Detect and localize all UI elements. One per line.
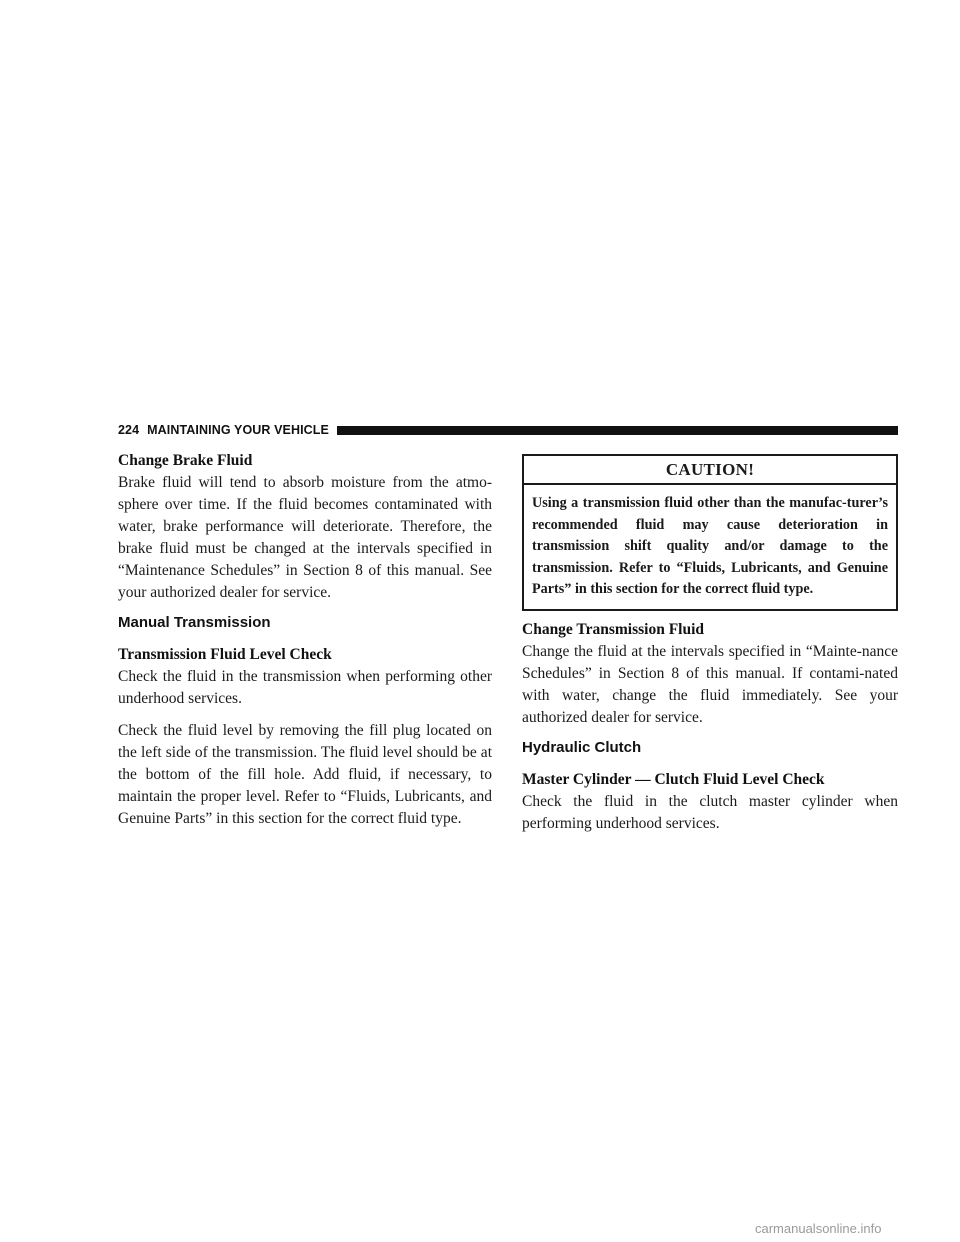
hydraulic-clutch-heading: Hydraulic Clutch (522, 738, 642, 756)
page-header (118, 422, 898, 438)
manual-transmission-heading: Manual Transmission (118, 614, 271, 631)
master-cylinder-text: Check the fluid in the clutch master cylinder when performing underhood services. (522, 792, 898, 832)
left-column (118, 450, 492, 830)
transmission-level-check-para2: Check the fluid level by removing the fill plug located on the left side of the transmission. The fluid level should be at the bottom of the fill hole. Add fluid, if necessary, to maintain the proper level. Refer to “Fluids, Lubricants, and Genuine Parts” in this section for the correct fluid type. (118, 722, 492, 827)
header-rule (337, 426, 898, 435)
transmission-level-check-para1: Check the fluid in the transmission when performing other underhood services. (118, 668, 492, 707)
brake-fluid-text: Brake fluid will tend to absorb moisture from the atmo-sphere over time. If the fluid becomes contaminated with water, brake performance will deteriorate. Therefore, the brake fluid must be changed at the intervals specified in “Maintenance Schedules” in Section 8 of this manual. See your authorized dealer for service. (118, 474, 492, 601)
watermark: carmanualsonline.info (755, 1221, 882, 1236)
transmission-level-check-title: Transmission Fluid Level Check (118, 646, 332, 663)
page-number: 224 (118, 423, 140, 437)
right-column (522, 450, 898, 835)
caution-text: Using a transmission fluid other than the manufac-turer’s recommended fluid may cause deterioration in transmission shift quality and/or damage to the transmission. Refer to “Fluids, Lubricants, and Genuine Parts” in this section for the correct fluid type. (532, 495, 888, 597)
brake-fluid-title: Change Brake Fluid (118, 452, 253, 469)
caution-title: CAUTION! (524, 456, 896, 485)
change-transmission-fluid-title: Change Transmission Fluid (522, 620, 705, 638)
change-transmission-fluid-text: Change the fluid at the intervals specified in “Mainte-nance Schedules” in Section 8 of this manual. If contami-nated with water, change the fluid immediately. See your authorized dealer for service. (522, 642, 898, 726)
master-cylinder-title: Master Cylinder — Clutch Fluid Level Check (522, 770, 825, 788)
caution-box (522, 454, 898, 611)
section-title: MAINTAINING YOUR VEHICLE (147, 423, 329, 437)
